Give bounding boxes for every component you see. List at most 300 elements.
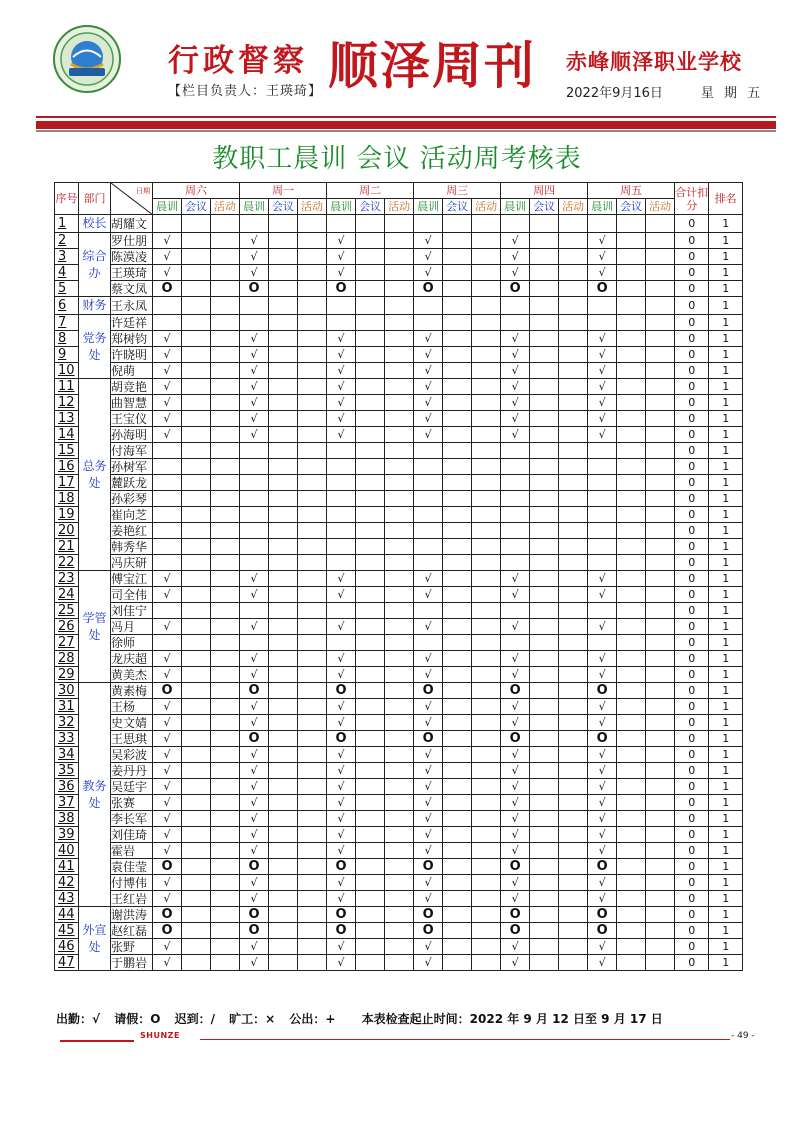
attendance-cell (356, 539, 385, 555)
attendance-cell (240, 249, 269, 265)
attendance-cell (501, 907, 530, 923)
attendance-cell (298, 699, 327, 715)
row-index: 18 (55, 491, 79, 507)
attendance-cell (153, 619, 182, 635)
table-row (55, 555, 743, 571)
attendance-cell (240, 939, 269, 955)
page-number: - 49 - (731, 1031, 755, 1041)
attendance-cell (588, 635, 617, 651)
table-row (55, 667, 743, 683)
attendance-cell (501, 215, 530, 233)
rank-cell: 1 (709, 891, 743, 907)
attendance-cell (327, 875, 356, 891)
attend-mark: √ (424, 795, 432, 809)
attendance-cell (385, 233, 414, 249)
row-index: 15 (55, 443, 79, 459)
attend-mark: √ (163, 395, 171, 409)
attendance-cell (327, 411, 356, 427)
attendance-cell (240, 667, 269, 683)
table-row (55, 635, 743, 651)
attend-mark: √ (250, 619, 258, 633)
attendance-cell (443, 827, 472, 843)
attendance-cell (501, 249, 530, 265)
attendance-cell (588, 715, 617, 731)
attend-mark: √ (598, 651, 606, 665)
leave-mark: O (335, 730, 347, 746)
attendance-cell (298, 347, 327, 363)
attendance-cell (182, 891, 211, 907)
attendance-cell (414, 459, 443, 475)
attendance-cell (153, 265, 182, 281)
attendance-cell (617, 747, 646, 763)
attend-mark: √ (163, 955, 171, 969)
attendance-cell (588, 779, 617, 795)
deduct-cell: 0 (675, 907, 709, 923)
attendance-cell (240, 587, 269, 603)
attendance-cell (443, 443, 472, 459)
attend-mark: √ (337, 811, 345, 825)
attend-mark: √ (511, 891, 519, 905)
attendance-cell (617, 249, 646, 265)
attendance-cell (182, 523, 211, 539)
attend-mark: √ (424, 411, 432, 425)
leave-mark: O (161, 906, 173, 922)
deduct-cell: 0 (675, 491, 709, 507)
attendance-cell (559, 555, 588, 571)
attendance-cell (472, 379, 501, 395)
attendance-cell (617, 315, 646, 331)
attendance-cell (385, 955, 414, 971)
attendance-cell (501, 523, 530, 539)
attendance-cell (182, 795, 211, 811)
attendance-cell (182, 443, 211, 459)
attendance-cell (240, 843, 269, 859)
table-row (55, 587, 743, 603)
attendance-cell (182, 747, 211, 763)
row-index: 34 (55, 747, 79, 763)
attendance-cell (153, 747, 182, 763)
row-index: 28 (55, 651, 79, 667)
header-sub-col: 活动 (472, 199, 501, 215)
rank-cell: 1 (709, 875, 743, 891)
row-index: 4 (55, 265, 79, 281)
attendance-cell (588, 651, 617, 667)
attendance-cell (443, 651, 472, 667)
attendance-cell (588, 763, 617, 779)
table-row (55, 939, 743, 955)
attendance-cell (443, 699, 472, 715)
attendance-cell (153, 907, 182, 923)
table-row (55, 395, 743, 411)
attendance-cell (472, 747, 501, 763)
header-rank: 排名 (709, 183, 743, 215)
attendance-cell (617, 907, 646, 923)
attendance-cell (240, 683, 269, 699)
attendance-cell (298, 779, 327, 795)
deduct-cell: 0 (675, 603, 709, 619)
attendance-cell (211, 651, 240, 667)
attendance-cell (385, 683, 414, 699)
attendance-cell (559, 923, 588, 939)
attendance-cell (530, 763, 559, 779)
attendance-cell (472, 331, 501, 347)
deduct-cell: 0 (675, 683, 709, 699)
attendance-cell (443, 539, 472, 555)
attendance-cell (211, 555, 240, 571)
attendance-cell (530, 955, 559, 971)
attendance-cell (153, 475, 182, 491)
attendance-cell (182, 265, 211, 281)
attendance-cell (559, 315, 588, 331)
attendance-cell (414, 603, 443, 619)
attendance-cell (472, 539, 501, 555)
attendance-cell (240, 523, 269, 539)
attend-mark: √ (163, 233, 171, 247)
attendance-cell (414, 923, 443, 939)
rank-cell: 1 (709, 619, 743, 635)
attendance-cell (588, 475, 617, 491)
table-row (55, 891, 743, 907)
attendance-cell (414, 297, 443, 315)
attendance-cell (327, 571, 356, 587)
footer-brand: SHUNZE (140, 1031, 180, 1040)
staff-name: 吴廷宇 (111, 779, 153, 795)
attendance-cell (559, 619, 588, 635)
attendance-cell (617, 281, 646, 297)
attendance-cell (472, 347, 501, 363)
attendance-cell (182, 811, 211, 827)
attendance-cell (240, 779, 269, 795)
attendance-cell (153, 363, 182, 379)
attendance-cell (617, 507, 646, 523)
attend-mark: √ (163, 843, 171, 857)
attendance-cell (414, 233, 443, 249)
attendance-cell (588, 539, 617, 555)
attendance-cell (414, 635, 443, 651)
attendance-cell (617, 843, 646, 859)
attendance-cell (472, 233, 501, 249)
attendance-cell (356, 619, 385, 635)
attendance-cell (472, 875, 501, 891)
attendance-cell (646, 281, 675, 297)
attend-mark: √ (424, 395, 432, 409)
attendance-cell (153, 331, 182, 347)
attend-mark: √ (337, 571, 345, 585)
attendance-cell (501, 475, 530, 491)
attendance-cell (472, 395, 501, 411)
attend-mark: √ (337, 331, 345, 345)
attendance-cell (182, 827, 211, 843)
attendance-cell (298, 379, 327, 395)
row-index: 38 (55, 811, 79, 827)
attend-mark: √ (163, 795, 171, 809)
footer-rule (200, 1039, 730, 1040)
deduct-cell: 0 (675, 619, 709, 635)
attendance-cell (559, 411, 588, 427)
attend-mark: √ (598, 795, 606, 809)
attendance-cell (211, 331, 240, 347)
attendance-cell (356, 379, 385, 395)
attend-mark: √ (337, 843, 345, 857)
leave-mark: O (509, 906, 521, 922)
attendance-cell (298, 555, 327, 571)
attendance-cell (327, 475, 356, 491)
attendance-cell (298, 795, 327, 811)
attendance-cell (327, 265, 356, 281)
attend-mark: √ (511, 699, 519, 713)
table-row (55, 265, 743, 281)
attendance-cell (646, 475, 675, 491)
attendance-cell (269, 923, 298, 939)
attendance-cell (269, 539, 298, 555)
attendance-cell (559, 779, 588, 795)
attendance-cell (269, 347, 298, 363)
attend-mark: √ (163, 779, 171, 793)
rank-cell: 1 (709, 715, 743, 731)
attendance-cell (559, 331, 588, 347)
attendance-cell (617, 603, 646, 619)
rank-cell: 1 (709, 859, 743, 875)
attendance-cell (530, 683, 559, 699)
attend-mark: √ (337, 379, 345, 393)
attendance-cell (414, 763, 443, 779)
attendance-cell (211, 891, 240, 907)
attendance-cell (414, 539, 443, 555)
attendance-cell (298, 459, 327, 475)
attendance-cell (472, 249, 501, 265)
header-index: 序号 (55, 183, 79, 215)
staff-name: 黄素梅 (111, 683, 153, 699)
attendance-cell (298, 939, 327, 955)
attendance-cell (559, 443, 588, 459)
attend-mark: √ (511, 811, 519, 825)
attendance-cell (530, 523, 559, 539)
attendance-cell (298, 233, 327, 249)
attendance-cell (588, 683, 617, 699)
staff-name: 罗仕朋 (111, 233, 153, 249)
attendance-cell (356, 843, 385, 859)
attendance-cell (443, 795, 472, 811)
attendance-cell (414, 411, 443, 427)
attendance-cell (501, 281, 530, 297)
row-index: 44 (55, 907, 79, 923)
attendance-cell (530, 539, 559, 555)
attend-mark: √ (163, 427, 171, 441)
attend-mark: √ (598, 233, 606, 247)
row-index: 12 (55, 395, 79, 411)
row-index: 8 (55, 331, 79, 347)
header-sub-col: 会议 (530, 199, 559, 215)
attendance-cell (356, 555, 385, 571)
attendance-cell (559, 763, 588, 779)
attendance-cell (472, 827, 501, 843)
attendance-cell (559, 539, 588, 555)
attend-mark: √ (511, 763, 519, 777)
deduct-cell: 0 (675, 667, 709, 683)
attendance-cell (327, 459, 356, 475)
attendance-cell (414, 811, 443, 827)
attendance-cell (211, 347, 240, 363)
leave-mark: O (248, 730, 260, 746)
attend-mark: √ (337, 411, 345, 425)
attend-mark: √ (337, 347, 345, 361)
attendance-cell (153, 215, 182, 233)
attendance-cell (269, 233, 298, 249)
attendance-cell (211, 923, 240, 939)
attend-mark: √ (598, 571, 606, 585)
rank-cell: 1 (709, 363, 743, 379)
attendance-cell (356, 763, 385, 779)
attendance-cell (501, 619, 530, 635)
attendance-cell (617, 215, 646, 233)
attendance-cell (211, 427, 240, 443)
attendance-cell (588, 603, 617, 619)
attendance-cell (182, 491, 211, 507)
attend-mark: √ (250, 699, 258, 713)
attendance-cell (646, 747, 675, 763)
attendance-cell (269, 587, 298, 603)
attendance-cell (617, 779, 646, 795)
header-date-label: 日期 (136, 187, 150, 195)
attendance-cell (240, 507, 269, 523)
attendance-cell (298, 249, 327, 265)
rank-cell: 1 (709, 297, 743, 315)
attendance-cell (269, 215, 298, 233)
attend-mark: √ (163, 715, 171, 729)
deduct-cell: 0 (675, 233, 709, 249)
attendance-cell (269, 907, 298, 923)
staff-name: 于鹏岩 (111, 955, 153, 971)
attendance-cell (559, 379, 588, 395)
attendance-cell (530, 379, 559, 395)
leave-mark: O (509, 858, 521, 874)
attendance-cell (356, 363, 385, 379)
attendance-cell (530, 443, 559, 459)
attend-mark: √ (598, 891, 606, 905)
staff-name: 史文婧 (111, 715, 153, 731)
attendance-cell (153, 731, 182, 747)
attendance-cell (530, 779, 559, 795)
attend-mark: √ (250, 571, 258, 585)
attendance-cell (443, 603, 472, 619)
attendance-cell (182, 763, 211, 779)
attendance-cell (385, 603, 414, 619)
attendance-cell (211, 491, 240, 507)
attendance-cell (298, 603, 327, 619)
attendance-cell (385, 731, 414, 747)
rank-cell: 1 (709, 491, 743, 507)
attendance-cell (298, 859, 327, 875)
attendance-cell (501, 331, 530, 347)
attendance-cell (588, 443, 617, 459)
attendance-cell (153, 875, 182, 891)
attendance-cell (240, 795, 269, 811)
table-row (55, 923, 743, 939)
attendance-cell (385, 215, 414, 233)
attend-mark: √ (424, 843, 432, 857)
attendance-cell (617, 363, 646, 379)
attendance-cell (588, 427, 617, 443)
attend-mark: √ (598, 827, 606, 841)
attendance-cell (530, 699, 559, 715)
attendance-cell (559, 249, 588, 265)
attendance-cell (646, 891, 675, 907)
staff-name: 许晓明 (111, 347, 153, 363)
attendance-cell (414, 331, 443, 347)
attend-mark: √ (511, 265, 519, 279)
attendance-cell (385, 779, 414, 795)
attendance-cell (472, 619, 501, 635)
attendance-cell (298, 281, 327, 297)
attendance-cell (153, 699, 182, 715)
attendance-cell (153, 539, 182, 555)
attendance-cell (501, 427, 530, 443)
attendance-cell (240, 763, 269, 779)
attendance-cell (414, 907, 443, 923)
attendance-cell (414, 843, 443, 859)
staff-name: 张赛 (111, 795, 153, 811)
attend-mark: √ (598, 619, 606, 633)
school-name: 赤峰顺泽职业学校 (566, 50, 742, 74)
attendance-cell (646, 779, 675, 795)
deduct-cell: 0 (675, 507, 709, 523)
rank-cell: 1 (709, 427, 743, 443)
attendance-cell (298, 265, 327, 281)
attendance-cell (182, 507, 211, 523)
row-index: 21 (55, 539, 79, 555)
attendance-cell (501, 395, 530, 411)
attendance-body (55, 215, 743, 971)
attendance-cell (588, 315, 617, 331)
attendance-cell (646, 411, 675, 427)
leave-mark: O (422, 682, 434, 698)
attendance-cell (356, 635, 385, 651)
attend-mark: √ (337, 651, 345, 665)
attendance-cell (472, 859, 501, 875)
attendance-cell (646, 731, 675, 747)
deduct-cell: 0 (675, 843, 709, 859)
attendance-cell (443, 907, 472, 923)
attendance-cell (501, 763, 530, 779)
legend (56, 1010, 673, 1027)
attendance-cell (327, 507, 356, 523)
attendance-cell (356, 779, 385, 795)
attendance-cell (385, 939, 414, 955)
attendance-cell (298, 491, 327, 507)
staff-name: 陈漠凌 (111, 249, 153, 265)
attendance-cell (269, 265, 298, 281)
attendance-cell (588, 907, 617, 923)
attendance-cell (559, 427, 588, 443)
attend-mark: √ (424, 331, 432, 345)
attendance-cell (182, 459, 211, 475)
leave-mark: O (335, 280, 347, 296)
attendance-cell (240, 747, 269, 763)
attendance-cell (269, 731, 298, 747)
attendance-cell (327, 427, 356, 443)
attend-mark: √ (598, 955, 606, 969)
attendance-cell (472, 523, 501, 539)
attendance-cell (385, 923, 414, 939)
attendance-cell (588, 491, 617, 507)
attendance-cell (472, 603, 501, 619)
staff-name: 司全伟 (111, 587, 153, 603)
attendance-cell (559, 939, 588, 955)
row-index: 11 (55, 379, 79, 395)
attendance-cell (385, 715, 414, 731)
attend-mark: √ (163, 363, 171, 377)
attendance-cell (443, 635, 472, 651)
